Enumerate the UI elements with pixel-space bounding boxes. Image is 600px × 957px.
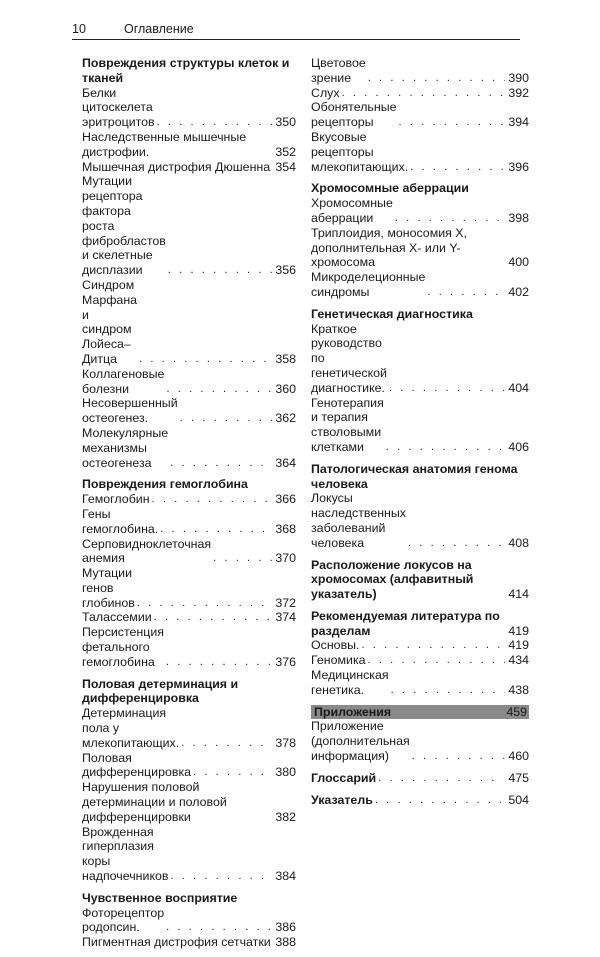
- toc-entry-page: 394: [508, 115, 529, 130]
- section-heading[interactable]: [82, 891, 296, 906]
- toc-section: [82, 477, 296, 669]
- dot-leader: [158, 522, 272, 537]
- section-heading-text: Расположение локусов на хромосомах (алфавитный указатель): [311, 557, 474, 602]
- section-heading[interactable]: [311, 771, 529, 786]
- toc-entry-page: 398: [508, 210, 529, 225]
- toc-entry-page: 419: [508, 638, 529, 653]
- toc-entry-title: Серповидноклеточная анемия: [82, 536, 212, 566]
- section-page-number: 419: [508, 623, 529, 638]
- toc-entry[interactable]: [82, 86, 296, 130]
- toc-entry[interactable]: [311, 719, 529, 763]
- dot-leader: [384, 440, 505, 455]
- toc-entry[interactable]: [82, 610, 296, 625]
- toc-entry[interactable]: [82, 507, 296, 537]
- dot-leader: [179, 736, 272, 751]
- section-page-number: 459: [506, 704, 527, 719]
- toc-entry-page: 372: [275, 595, 296, 610]
- toc-section: [311, 56, 529, 174]
- section-heading-text: Указатель: [311, 792, 373, 807]
- toc-entry-title: Генотерапия и терапия стволовыми клетками: [311, 395, 384, 454]
- toc-section: [311, 609, 529, 698]
- toc-entry-title: Пигментная дистрофия сетчатки: [82, 935, 271, 950]
- toc-entry-page: 362: [275, 411, 296, 426]
- toc-entry[interactable]: [82, 174, 296, 278]
- toc-entry-title: Детерминация пола у млекопитающих.: [82, 706, 180, 750]
- dot-leader: [168, 869, 272, 884]
- toc-entry-page: 368: [275, 521, 296, 536]
- toc-entry[interactable]: [311, 396, 529, 455]
- toc-entry-page: 388: [275, 935, 296, 950]
- section-heading-text: Повреждения гемоглобина: [82, 477, 248, 492]
- toc-entry[interactable]: [311, 130, 529, 174]
- toc-section: [311, 793, 529, 808]
- dot-leader: [178, 411, 272, 426]
- dot-leader: [135, 596, 272, 611]
- section-heading[interactable]: [82, 56, 296, 86]
- toc-entry[interactable]: [82, 160, 296, 175]
- toc-entry-page: 356: [275, 263, 296, 278]
- toc-entry-title: Триплоидия, моносомия X, дополнительная X- или Y-хромосома: [311, 225, 467, 270]
- dot-leader: [408, 160, 505, 175]
- section-heading-text: Хромосомные аберрации: [311, 181, 469, 196]
- toc-entry[interactable]: [311, 322, 529, 396]
- dot-leader: [397, 115, 505, 130]
- toc-entry[interactable]: [82, 426, 296, 470]
- toc-entry-title: Гемоглобин: [82, 492, 150, 507]
- toc-entry[interactable]: [82, 130, 296, 160]
- toc-entry-page: 364: [275, 455, 296, 470]
- section-heading-text: Приложения: [314, 704, 392, 719]
- section-heading-text: Чувственное восприятие: [82, 890, 238, 905]
- dot-leader: [211, 551, 272, 566]
- toc-entry[interactable]: [82, 780, 296, 824]
- toc-entry-title: Краткое руководство по генетической диагностике.: [311, 321, 387, 395]
- dot-leader: [389, 683, 505, 698]
- toc-right-column: [311, 56, 529, 814]
- dot-leader: [191, 765, 272, 780]
- toc-entry-title: Слух: [311, 85, 340, 100]
- toc-entry-page: 380: [275, 765, 296, 780]
- toc-entry-page: 354: [275, 159, 296, 174]
- dot-leader: [152, 610, 272, 625]
- toc-section: [82, 891, 296, 950]
- dot-leader: [155, 115, 272, 130]
- toc-entry-title: Мутации рецептора фактора роста фибробластов и скелетные дисплазии: [82, 174, 166, 278]
- dot-leader: [150, 492, 272, 507]
- section-heading-text: Рекомендуемая литература по разделам: [311, 608, 500, 638]
- toc-entry-title: Микроделеционные синдромы: [311, 270, 426, 299]
- section-heading-text: Патологическая анатомия генома человека: [311, 461, 518, 491]
- section-heading-text: Половая детерминация и дифференцировка: [82, 676, 239, 706]
- toc-left-column: [82, 56, 296, 957]
- toc-section: [82, 56, 296, 470]
- toc-section: [82, 677, 296, 884]
- toc-entry-page: 358: [275, 351, 296, 366]
- section-heading[interactable]: [82, 677, 296, 707]
- section-page-number: 504: [508, 792, 529, 807]
- dot-leader: [366, 71, 505, 86]
- toc-entry[interactable]: [311, 100, 529, 130]
- header-rule: [72, 39, 520, 40]
- toc-entry[interactable]: [311, 196, 529, 226]
- dot-leader: [410, 749, 505, 764]
- toc-entry-page: 352: [275, 144, 296, 159]
- toc-section: [311, 705, 529, 764]
- toc-entry-page: 434: [508, 653, 529, 668]
- toc-entry-page: 404: [508, 380, 529, 395]
- toc-entry[interactable]: [82, 935, 296, 950]
- section-heading[interactable]: [82, 477, 296, 492]
- toc-entry-page: 378: [275, 735, 296, 750]
- toc-entry[interactable]: [311, 491, 529, 550]
- dot-leader: [366, 653, 505, 668]
- dot-leader: [166, 263, 272, 278]
- toc-entry[interactable]: [311, 56, 529, 86]
- page-header: [72, 22, 512, 36]
- toc-entry-page: 400: [508, 255, 529, 270]
- toc-entry-title: Мышечная дистрофия Дюшенна: [82, 159, 271, 174]
- toc-section: [311, 462, 529, 551]
- toc-entry-page: 370: [275, 551, 296, 566]
- section-heading[interactable]: [311, 609, 529, 639]
- toc-entry-page: 384: [275, 869, 296, 884]
- toc-entry[interactable]: [311, 270, 529, 300]
- toc-entry-title: Вкусовые рецепторы млекопитающих.: [311, 129, 409, 174]
- toc-entry-title: Врожденная гиперплазия коры надпочечников: [82, 824, 169, 884]
- toc-entry[interactable]: [82, 278, 296, 367]
- toc-entry-title: Половая дифференцировка: [82, 750, 192, 780]
- toc-entry-title: Наследственные мышечные дистрофии.: [82, 129, 247, 159]
- toc-entry-title: Персистенция фетального гемоглобина: [82, 625, 164, 669]
- dot-leader: [387, 381, 505, 396]
- toc-entry-page: 390: [508, 70, 529, 85]
- toc-entry[interactable]: [82, 537, 296, 567]
- dot-leader: [164, 382, 272, 397]
- toc-entry-page: 382: [275, 809, 296, 824]
- toc-entry-page: 366: [275, 492, 296, 507]
- toc-entry-page: 392: [508, 85, 529, 100]
- toc-entry-title: Фоторецептор родопсин.: [82, 905, 165, 935]
- toc-entry-title: Приложение (дополнительная информация): [311, 719, 410, 764]
- toc-entry-page: 402: [508, 284, 529, 299]
- toc-entry-title: Хромосомные аберрации: [311, 196, 393, 225]
- section-heading[interactable]: [311, 181, 529, 196]
- toc-section: [311, 307, 529, 455]
- toc-entry[interactable]: [82, 706, 296, 750]
- toc-entry-title: Цветовое зрение: [311, 56, 366, 85]
- section-heading-text: Глоссарий: [311, 770, 377, 785]
- section-heading-text: Повреждения структуры клеток и тканей: [82, 56, 290, 85]
- dot-leader: [425, 285, 505, 300]
- page-number: 10: [72, 22, 86, 36]
- section-heading[interactable]: [311, 462, 529, 492]
- toc-entry-title: Мутации генов глобинов: [82, 566, 135, 610]
- toc-entry-title: Геномика: [311, 653, 366, 668]
- toc-entry[interactable]: [82, 625, 296, 669]
- toc-entry-title: Основы.: [311, 638, 360, 653]
- section-page-number: 414: [508, 587, 529, 602]
- toc-entry-title: Белки цитоскелета эритроцитов: [82, 85, 155, 130]
- toc-entry-title: Молекулярные механизмы остеогенеза: [82, 425, 169, 470]
- dot-leader: [393, 211, 505, 226]
- dot-leader: [360, 638, 506, 653]
- section-heading[interactable]: [311, 307, 529, 322]
- toc-entry-page: 376: [275, 654, 296, 669]
- toc-entry[interactable]: [82, 751, 296, 781]
- toc-entry[interactable]: [82, 906, 296, 936]
- toc-entry-title: Медицинская генетика.: [311, 668, 389, 697]
- toc-entry[interactable]: [311, 638, 529, 653]
- toc-entry[interactable]: [82, 492, 296, 507]
- dot-leader: [137, 352, 272, 367]
- toc-entry-page: 438: [508, 682, 529, 697]
- toc-entry[interactable]: [311, 668, 529, 698]
- dot-leader: [164, 655, 272, 670]
- running-title: Оглавление: [124, 22, 194, 36]
- toc-entry-title: Гены гемоглобина.: [82, 506, 159, 536]
- toc-entry-title: Несовершенный остеогенез.: [82, 396, 178, 426]
- toc-entry-title: Талассемии: [82, 610, 152, 625]
- toc-section: [311, 181, 529, 299]
- toc-entry[interactable]: [311, 86, 529, 101]
- section-heading[interactable]: [311, 793, 529, 808]
- toc-entry[interactable]: [311, 653, 529, 668]
- section-page-number: 475: [508, 770, 529, 785]
- dot-leader: [376, 771, 501, 786]
- dot-leader: [168, 456, 272, 471]
- dot-leader: [164, 920, 272, 935]
- toc-entry-page: 374: [275, 610, 296, 625]
- toc-entry-page: 460: [508, 749, 529, 764]
- toc-entry[interactable]: [82, 396, 296, 426]
- toc-section: [311, 558, 529, 602]
- dot-leader: [373, 793, 501, 808]
- dot-leader: [406, 536, 505, 551]
- toc-entry-title: Синдром Марфана и синдром Лойеса–Дитца: [82, 277, 138, 366]
- toc-entry-page: 360: [275, 381, 296, 396]
- toc-entry-page: 408: [508, 535, 529, 550]
- section-heading-text: Генетическая диагностика: [311, 306, 473, 321]
- section-heading[interactable]: [311, 558, 529, 602]
- toc-entry-title: Локусы наследственных заболеваний человека: [311, 491, 406, 550]
- toc-entry-page: 350: [275, 115, 296, 130]
- toc-entry-page: 406: [508, 439, 529, 454]
- toc-entry-title: Нарушения половой детерминации и половой дифференцировки: [82, 780, 227, 824]
- toc-entry-title: Коллагеновые болезни: [82, 366, 165, 396]
- toc-entry-page: 386: [275, 920, 296, 935]
- toc-entry[interactable]: [82, 566, 296, 610]
- dot-leader: [340, 86, 505, 101]
- section-heading[interactable]: [311, 705, 529, 720]
- toc-entry[interactable]: [311, 226, 529, 270]
- toc-section: [311, 771, 529, 786]
- toc-entry[interactable]: [82, 367, 296, 397]
- toc-entry-title: Обонятельные рецепторы: [311, 100, 397, 130]
- toc-entry-page: 396: [508, 159, 529, 174]
- toc-entry[interactable]: [82, 825, 296, 884]
